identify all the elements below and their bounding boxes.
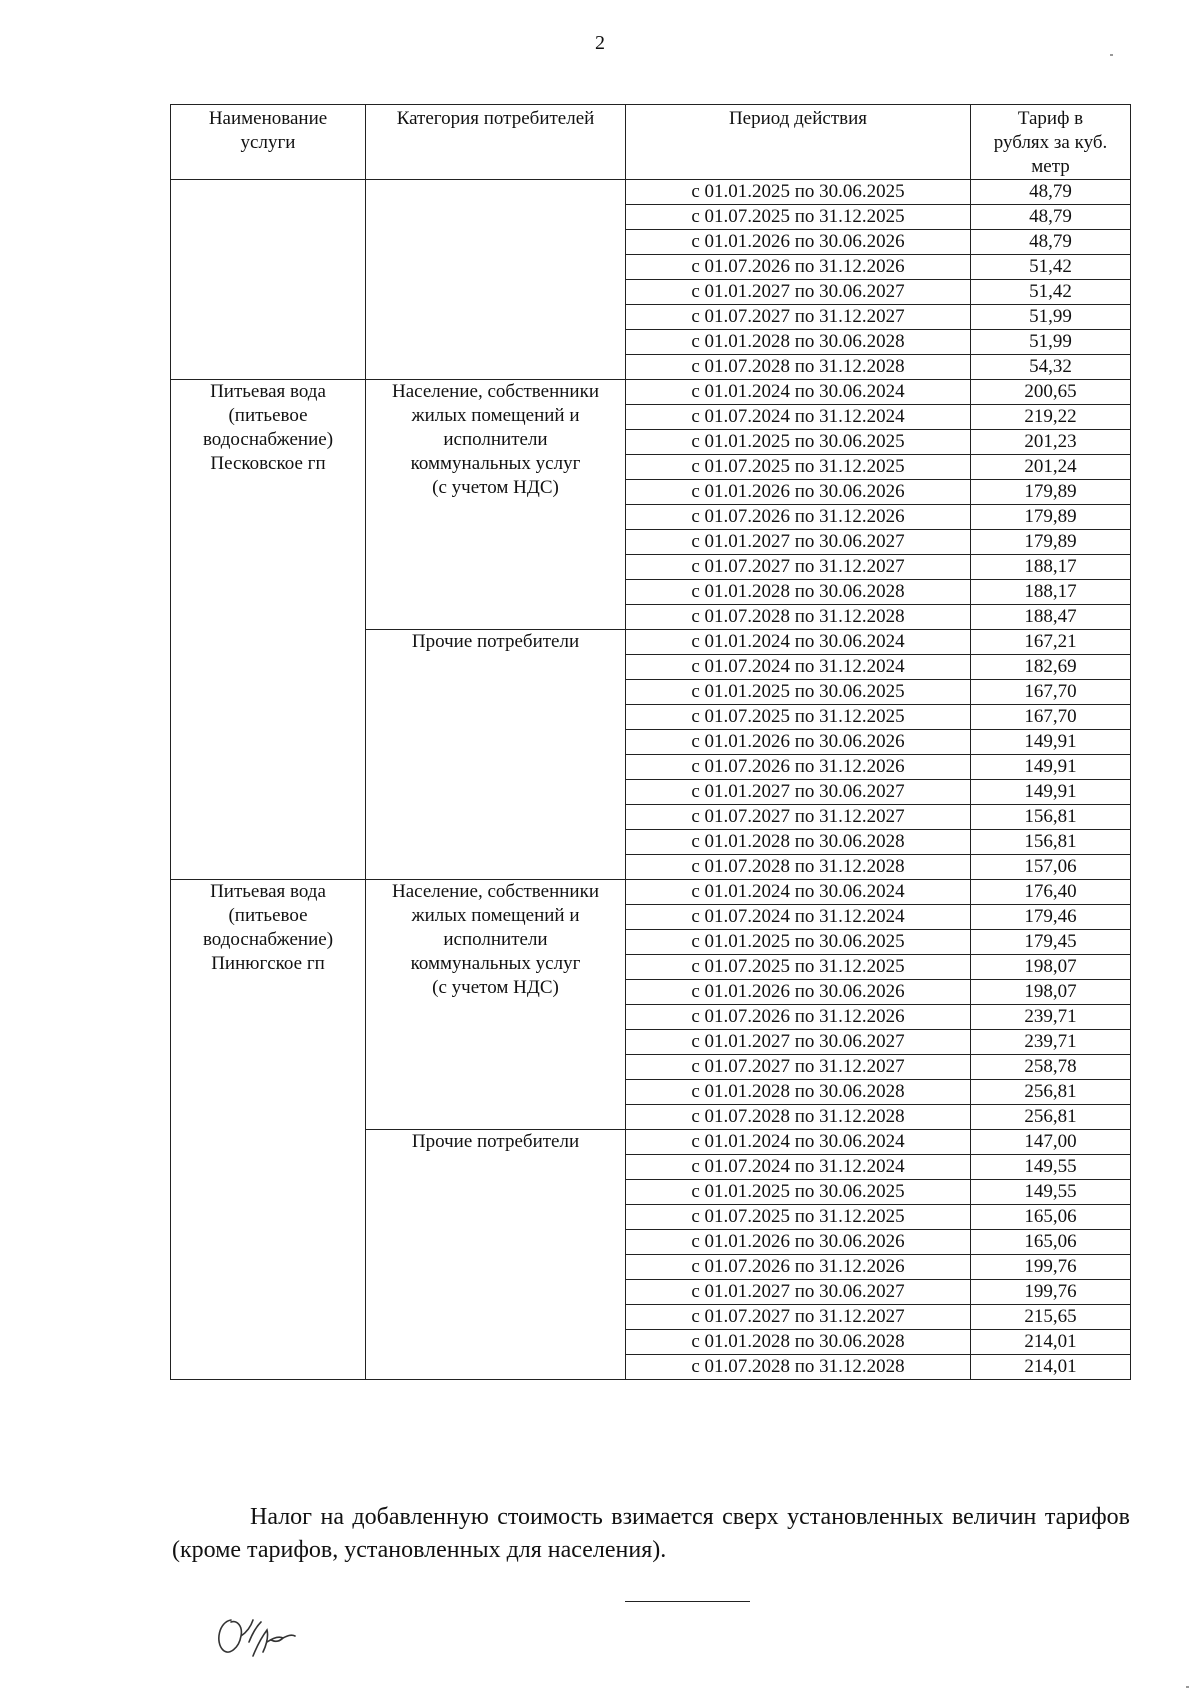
period-cell: с 01.07.2026 по 31.12.2026 (626, 755, 971, 780)
tariff-cell: 239,71 (971, 1005, 1131, 1030)
tariff-table (170, 104, 1131, 1380)
period-cell: с 01.01.2026 по 30.06.2026 (626, 1230, 971, 1255)
tariff-cell: 51,99 (971, 305, 1131, 330)
service-name: Питьевая вода (питьевое водоснабжение) Песковское гп (202, 381, 334, 474)
tariff-cell: 201,23 (971, 430, 1131, 455)
tariff-cell: 179,89 (971, 505, 1131, 530)
period-cell: с 01.07.2025 по 31.12.2025 (626, 705, 971, 730)
header-tariff (971, 105, 1131, 180)
period-cell: с 01.01.2024 по 30.06.2024 (626, 880, 971, 905)
header-category-label: Категория потребителей (396, 108, 595, 129)
tariff-cell: 149,91 (971, 730, 1131, 755)
tariff-cell: 156,81 (971, 830, 1131, 855)
table-row (171, 180, 1131, 205)
period-cell: с 01.07.2028 по 31.12.2028 (626, 1355, 971, 1380)
tariff-cell: 179,46 (971, 905, 1131, 930)
tariff-cell: 149,91 (971, 755, 1131, 780)
handwritten-signature-icon (213, 1612, 297, 1664)
service-name: Питьевая вода (питьевое водоснабжение) Пинюгское гп (202, 881, 334, 974)
tariff-cell: 51,42 (971, 255, 1131, 280)
period-cell: с 01.07.2028 по 31.12.2028 (626, 355, 971, 380)
tariff-cell: 157,06 (971, 855, 1131, 880)
period-cell: с 01.07.2028 по 31.12.2028 (626, 605, 971, 630)
category-name: Прочие потребители (411, 631, 580, 652)
period-cell: с 01.01.2026 по 30.06.2026 (626, 980, 971, 1005)
period-cell: с 01.07.2028 по 31.12.2028 (626, 855, 971, 880)
tariff-cell: 179,89 (971, 480, 1131, 505)
period-cell: с 01.07.2026 по 31.12.2026 (626, 1255, 971, 1280)
header-tariff-label: Тариф в рублях за куб. метр (993, 108, 1108, 177)
period-cell: с 01.01.2027 по 30.06.2027 (626, 280, 971, 305)
tariff-cell: 179,89 (971, 530, 1131, 555)
tariff-cell: 198,07 (971, 955, 1131, 980)
tariff-cell: 176,40 (971, 880, 1131, 905)
tariff-cell: 199,76 (971, 1255, 1131, 1280)
tariff-cell: 219,22 (971, 405, 1131, 430)
period-cell: с 01.07.2025 по 31.12.2025 (626, 1205, 971, 1230)
period-cell: с 01.01.2025 по 30.06.2025 (626, 430, 971, 455)
tariff-cell: 48,79 (971, 205, 1131, 230)
period-cell: с 01.01.2024 по 30.06.2024 (626, 380, 971, 405)
tariff-cell: 256,81 (971, 1080, 1131, 1105)
tariff-cell: 165,06 (971, 1230, 1131, 1255)
tariff-cell: 188,17 (971, 555, 1131, 580)
tariff-cell: 188,47 (971, 605, 1131, 630)
period-cell: с 01.07.2025 по 31.12.2025 (626, 955, 971, 980)
end-rule (625, 1601, 750, 1602)
period-cell: с 01.07.2027 по 31.12.2027 (626, 555, 971, 580)
category-name: Население, собственники жилых помещений и исполнители коммунальных услуг (с учетом НДС) (392, 381, 599, 498)
period-cell: с 01.01.2028 по 30.06.2028 (626, 830, 971, 855)
period-cell: с 01.01.2026 по 30.06.2026 (626, 230, 971, 255)
period-cell: с 01.07.2024 по 31.12.2024 (626, 905, 971, 930)
tariff-cell: 167,70 (971, 680, 1131, 705)
tariff-cell: 214,01 (971, 1355, 1131, 1380)
period-cell: с 01.01.2025 по 30.06.2025 (626, 180, 971, 205)
period-cell: с 01.01.2027 по 30.06.2027 (626, 1280, 971, 1305)
period-cell: с 01.01.2028 по 30.06.2028 (626, 330, 971, 355)
period-cell: с 01.01.2027 по 30.06.2027 (626, 530, 971, 555)
header-period (626, 105, 971, 180)
period-cell: с 01.01.2028 по 30.06.2028 (626, 1080, 971, 1105)
period-cell: с 01.01.2025 по 30.06.2025 (626, 930, 971, 955)
vat-footnote: Налог на добавленную стоимость взимается сверх установленных величин тарифов (кроме тарифов, установленных для населения). (172, 1504, 1130, 1563)
tariff-cell: 258,78 (971, 1055, 1131, 1080)
period-cell: с 01.01.2026 по 30.06.2026 (626, 730, 971, 755)
tariff-cell: 200,65 (971, 380, 1131, 405)
category-cell (366, 180, 626, 380)
tariff-cell: 147,00 (971, 1130, 1131, 1155)
service-cell (171, 180, 366, 380)
period-cell: с 01.01.2025 по 30.06.2025 (626, 680, 971, 705)
tariff-cell: 188,17 (971, 580, 1131, 605)
tariff-cell: 51,42 (971, 280, 1131, 305)
header-service-label: Наименование услуги (208, 108, 328, 153)
tariff-cell: 149,55 (971, 1180, 1131, 1205)
tariff-cell: 167,70 (971, 705, 1131, 730)
page-number: 2 (595, 32, 605, 54)
table-row (171, 380, 1131, 405)
category-cell (366, 630, 626, 880)
table-header-row (171, 105, 1131, 180)
category-name: Население, собственники жилых помещений и исполнители коммунальных услуг (с учетом НДС) (392, 881, 599, 998)
header-category (366, 105, 626, 180)
tariff-cell: 51,99 (971, 330, 1131, 355)
period-cell: с 01.07.2024 по 31.12.2024 (626, 405, 971, 430)
tariff-cell: 214,01 (971, 1330, 1131, 1355)
header-period-label: Период действия (728, 108, 868, 129)
tariff-cell: 48,79 (971, 230, 1131, 255)
period-cell: с 01.07.2025 по 31.12.2025 (626, 455, 971, 480)
tariff-cell: 54,32 (971, 355, 1131, 380)
tariff-cell: 182,69 (971, 655, 1131, 680)
period-cell: с 01.01.2028 по 30.06.2028 (626, 1330, 971, 1355)
tariff-cell: 215,65 (971, 1305, 1131, 1330)
period-cell: с 01.01.2024 по 30.06.2024 (626, 630, 971, 655)
period-cell: с 01.07.2024 по 31.12.2024 (626, 655, 971, 680)
period-cell: с 01.07.2027 по 31.12.2027 (626, 805, 971, 830)
period-cell: с 01.01.2025 по 30.06.2025 (626, 1180, 971, 1205)
tariff-cell: 149,91 (971, 780, 1131, 805)
tariff-cell: 179,45 (971, 930, 1131, 955)
category-cell (366, 380, 626, 630)
period-cell: с 01.01.2024 по 30.06.2024 (626, 1130, 971, 1155)
tariff-cell: 156,81 (971, 805, 1131, 830)
period-cell: с 01.07.2027 по 31.12.2027 (626, 305, 971, 330)
period-cell: с 01.01.2026 по 30.06.2026 (626, 480, 971, 505)
tariff-cell: 239,71 (971, 1030, 1131, 1055)
tariff-cell: 48,79 (971, 180, 1131, 205)
period-cell: с 01.07.2025 по 31.12.2025 (626, 205, 971, 230)
tariff-cell: 256,81 (971, 1105, 1131, 1130)
period-cell: с 01.01.2027 по 30.06.2027 (626, 1030, 971, 1055)
category-cell (366, 880, 626, 1130)
header-service (171, 105, 366, 180)
period-cell: с 01.01.2027 по 30.06.2027 (626, 780, 971, 805)
scan-artifact (1110, 54, 1113, 56)
period-cell: с 01.07.2028 по 31.12.2028 (626, 1105, 971, 1130)
category-cell (366, 1130, 626, 1380)
tariff-cell: 149,55 (971, 1155, 1131, 1180)
period-cell: с 01.07.2027 по 31.12.2027 (626, 1055, 971, 1080)
table-body (171, 180, 1131, 1380)
tariff-cell: 165,06 (971, 1205, 1131, 1230)
period-cell: с 01.07.2026 по 31.12.2026 (626, 255, 971, 280)
service-cell (171, 380, 366, 880)
period-cell: с 01.07.2024 по 31.12.2024 (626, 1155, 971, 1180)
period-cell: с 01.07.2026 по 31.12.2026 (626, 1005, 971, 1030)
period-cell: с 01.07.2027 по 31.12.2027 (626, 1305, 971, 1330)
tariff-cell: 199,76 (971, 1280, 1131, 1305)
tariff-cell: 167,21 (971, 630, 1131, 655)
category-name: Прочие потребители (411, 1131, 580, 1152)
period-cell: с 01.07.2026 по 31.12.2026 (626, 505, 971, 530)
table-row (171, 880, 1131, 905)
service-cell (171, 880, 366, 1380)
tariff-cell: 201,24 (971, 455, 1131, 480)
period-cell: с 01.01.2028 по 30.06.2028 (626, 580, 971, 605)
scan-artifact (1186, 1686, 1189, 1688)
tariff-cell: 198,07 (971, 980, 1131, 1005)
